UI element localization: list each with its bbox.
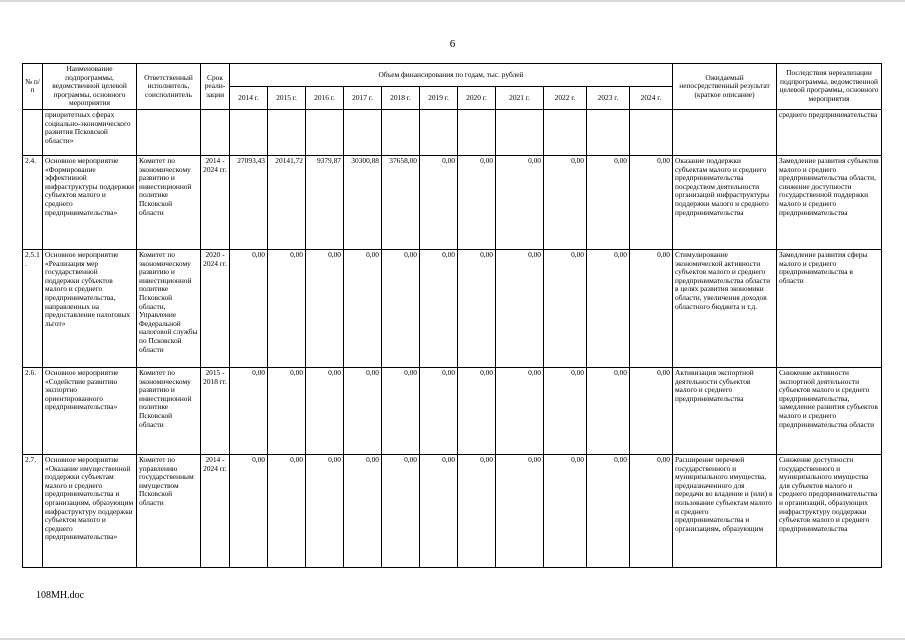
cell-value: 0,00: [630, 249, 673, 367]
cell-value: 0,00: [420, 454, 458, 567]
cell-value: 0,00: [344, 454, 382, 567]
cell-num: 2.7.: [23, 454, 43, 567]
cell-name: Основное мероприятие «Содействие развитию экспортно ориентированного предпринимательства»: [43, 367, 137, 454]
cell-result: Активизация экспортной деятельности субъектов малого и среднего предпринимательства: [673, 367, 777, 454]
cell-value: 0,00: [496, 249, 544, 367]
cell-executor: [137, 109, 201, 155]
cell-executor: Комитет по экономическому развитию и инвестиционной политике Псковской области, Управление Федеральной налоговой службы по Псковской области: [137, 249, 201, 367]
cell-consequences: Снижение доступности государственного и муниципального имущества для субъектов малого и среднего предпринимательства и организаций, образующих инфраструктуру поддержки субъектов малого и среднего предпринимательства: [777, 454, 882, 567]
cell-value: 0,00: [230, 249, 268, 367]
cell-value: 0,00: [496, 155, 544, 249]
cell-value: 0,00: [544, 454, 587, 567]
cell-num: 2.5.1.: [23, 249, 43, 367]
cell-name: Основное мероприятие «Оказание имущественной поддержки субъектам малого и среднего предпринимательства и организациям, образующим инфраструктуру поддержки субъектов малого и среднего предпринимательства»: [43, 454, 137, 567]
header-year: 2015 г.: [268, 86, 306, 109]
cell-num: [23, 109, 43, 155]
table-row: [23, 249, 882, 367]
header-year: 2019 г.: [420, 86, 458, 109]
cell-num: 2.4.: [23, 155, 43, 249]
header-year: 2020 г.: [458, 86, 496, 109]
table-row: [23, 367, 882, 454]
scan-edge-top: [0, 0, 905, 2]
cell-value: 0,00: [344, 367, 382, 454]
cell-term: [201, 109, 230, 155]
cell-term: 2015 - 2018 гг.: [201, 367, 230, 454]
cell-name: приоритетных сферах социально-экономического развития Псковской области»: [43, 109, 137, 155]
cell-value: 0,00: [630, 155, 673, 249]
header-term: Срок реали-зации: [201, 64, 230, 110]
cell-value: 0,00: [306, 367, 344, 454]
cell-value: 27093,43: [230, 155, 268, 249]
footer-filename: 108МН.doc: [36, 590, 85, 601]
cell-value: 0,00: [306, 454, 344, 567]
cell-value: 0,00: [382, 367, 420, 454]
cell-executor: Комитет по управлению государственным имуществом Псковской области: [137, 454, 201, 567]
cell-term: 2020 - 2024 гг.: [201, 249, 230, 367]
cell-result: Стимулирование экономической активности субъектов малого и среднего предпринимательства области в целях развития экономики области, увеличения доходов областного бюджета и т.д.: [673, 249, 777, 367]
cell-result: Расширение перечней государственного и муниципального имущества, предназначенного для передачи во владение и (или) в пользование субъектам малого и среднего предпринимательства и организациям, образующим: [673, 454, 777, 567]
cell-value: [382, 109, 420, 155]
cell-result: [673, 109, 777, 155]
cell-consequences: Замедление развития субъектов малого и среднего предпринимательства области, снижение доступности государственной поддержки малого и среднего предпринимательства: [777, 155, 882, 249]
page-number: 6: [449, 38, 456, 50]
cell-value: 0,00: [630, 454, 673, 567]
header-year: 2014 г.: [230, 86, 268, 109]
cell-value: [230, 109, 268, 155]
header-year: 2016 г.: [306, 86, 344, 109]
table-row: [23, 109, 882, 155]
cell-value: 0,00: [496, 454, 544, 567]
cell-value: [268, 109, 306, 155]
table-row: [23, 454, 882, 567]
header-year: 2018 г.: [382, 86, 420, 109]
cell-value: 0,00: [230, 454, 268, 567]
header-year: 2022 г.: [544, 86, 587, 109]
header-year: 2023 г.: [587, 86, 630, 109]
header-year: 2021 г.: [496, 86, 544, 109]
header-year: 2024 г.: [630, 86, 673, 109]
header-executor: Ответственный исполнитель, соисполнитель: [137, 64, 201, 110]
cell-value: [587, 109, 630, 155]
cell-value: 0,00: [382, 454, 420, 567]
cell-executor: Комитет по экономическому развитию и инвестиционной политике Псковской области: [137, 367, 201, 454]
cell-value: 0,00: [268, 367, 306, 454]
cell-value: 0,00: [344, 249, 382, 367]
cell-value: 0,00: [458, 367, 496, 454]
cell-value: 0,00: [382, 249, 420, 367]
header-year: 2017 г.: [344, 86, 382, 109]
program-table: [22, 63, 882, 568]
header-num: № п/п: [23, 64, 43, 110]
cell-consequences: среднего предпринимательства: [777, 109, 882, 155]
header-funding: Объем финансирования по годам, тыс. рублей: [230, 64, 673, 87]
cell-value: 0,00: [587, 454, 630, 567]
cell-name: Основное мероприятие «Формирование эффективной инфраструктуры поддержки субъектов малого и среднего предпринимательства»: [43, 155, 137, 249]
cell-value: 0,00: [496, 367, 544, 454]
cell-value: [458, 109, 496, 155]
table-row: [23, 155, 882, 249]
cell-value: 0,00: [544, 367, 587, 454]
cell-value: 0,00: [420, 249, 458, 367]
cell-value: 0,00: [420, 155, 458, 249]
cell-value: 0,00: [458, 454, 496, 567]
header-consequences: Последствия нереализации подпрограммы, ведомственной целевой программы, основного мероприятия: [777, 64, 882, 110]
cell-value: 0,00: [544, 249, 587, 367]
cell-value: [544, 109, 587, 155]
header-result: Ожидаемый непосредственный результат (краткое описание): [673, 64, 777, 110]
cell-value: [630, 109, 673, 155]
cell-value: [306, 109, 344, 155]
cell-term: 2014 - 2024 гг.: [201, 454, 230, 567]
cell-value: 0,00: [230, 367, 268, 454]
cell-executor: Комитет по экономическому развитию и инвестиционной политике Псковской области: [137, 155, 201, 249]
cell-consequences: Замедление развития сферы малого и среднего предпринимательства в области: [777, 249, 882, 367]
cell-value: 20141,72: [268, 155, 306, 249]
cell-value: 0,00: [587, 367, 630, 454]
cell-value: 9379,87: [306, 155, 344, 249]
cell-value: 0,00: [458, 155, 496, 249]
cell-result: Оказание поддержки субъектам малого и среднего предпринимательства посредством деятельности организаций инфраструктуры поддержки малого и среднего предпринимательства: [673, 155, 777, 249]
cell-value: 0,00: [587, 155, 630, 249]
cell-value: 0,00: [587, 249, 630, 367]
cell-value: 0,00: [306, 249, 344, 367]
header-name: Наименование подпрограммы, ведомственной целевой программы, основного мероприятия: [43, 64, 137, 110]
cell-value: 0,00: [268, 249, 306, 367]
cell-consequences: Снижение активности экспортной деятельности субъектов малого и среднего предпринимательства, замедление развития субъектов малого и среднего предпринимательства области: [777, 367, 882, 454]
cell-value: 0,00: [268, 454, 306, 567]
cell-term: 2014 - 2024 гг.: [201, 155, 230, 249]
cell-value: 0,00: [544, 155, 587, 249]
cell-value: 37658,00: [382, 155, 420, 249]
cell-num: 2.6.: [23, 367, 43, 454]
cell-value: 30300,88: [344, 155, 382, 249]
cell-value: 0,00: [630, 367, 673, 454]
cell-value: 0,00: [420, 367, 458, 454]
table-header: [23, 64, 882, 110]
cell-value: [420, 109, 458, 155]
cell-value: [344, 109, 382, 155]
cell-value: 0,00: [458, 249, 496, 367]
cell-name: Основное мероприятие «Реализация мер государственной поддержки субъектов малого и среднего предпринимательства, направленных на предоставление налоговых льгот»: [43, 249, 137, 367]
cell-value: [496, 109, 544, 155]
